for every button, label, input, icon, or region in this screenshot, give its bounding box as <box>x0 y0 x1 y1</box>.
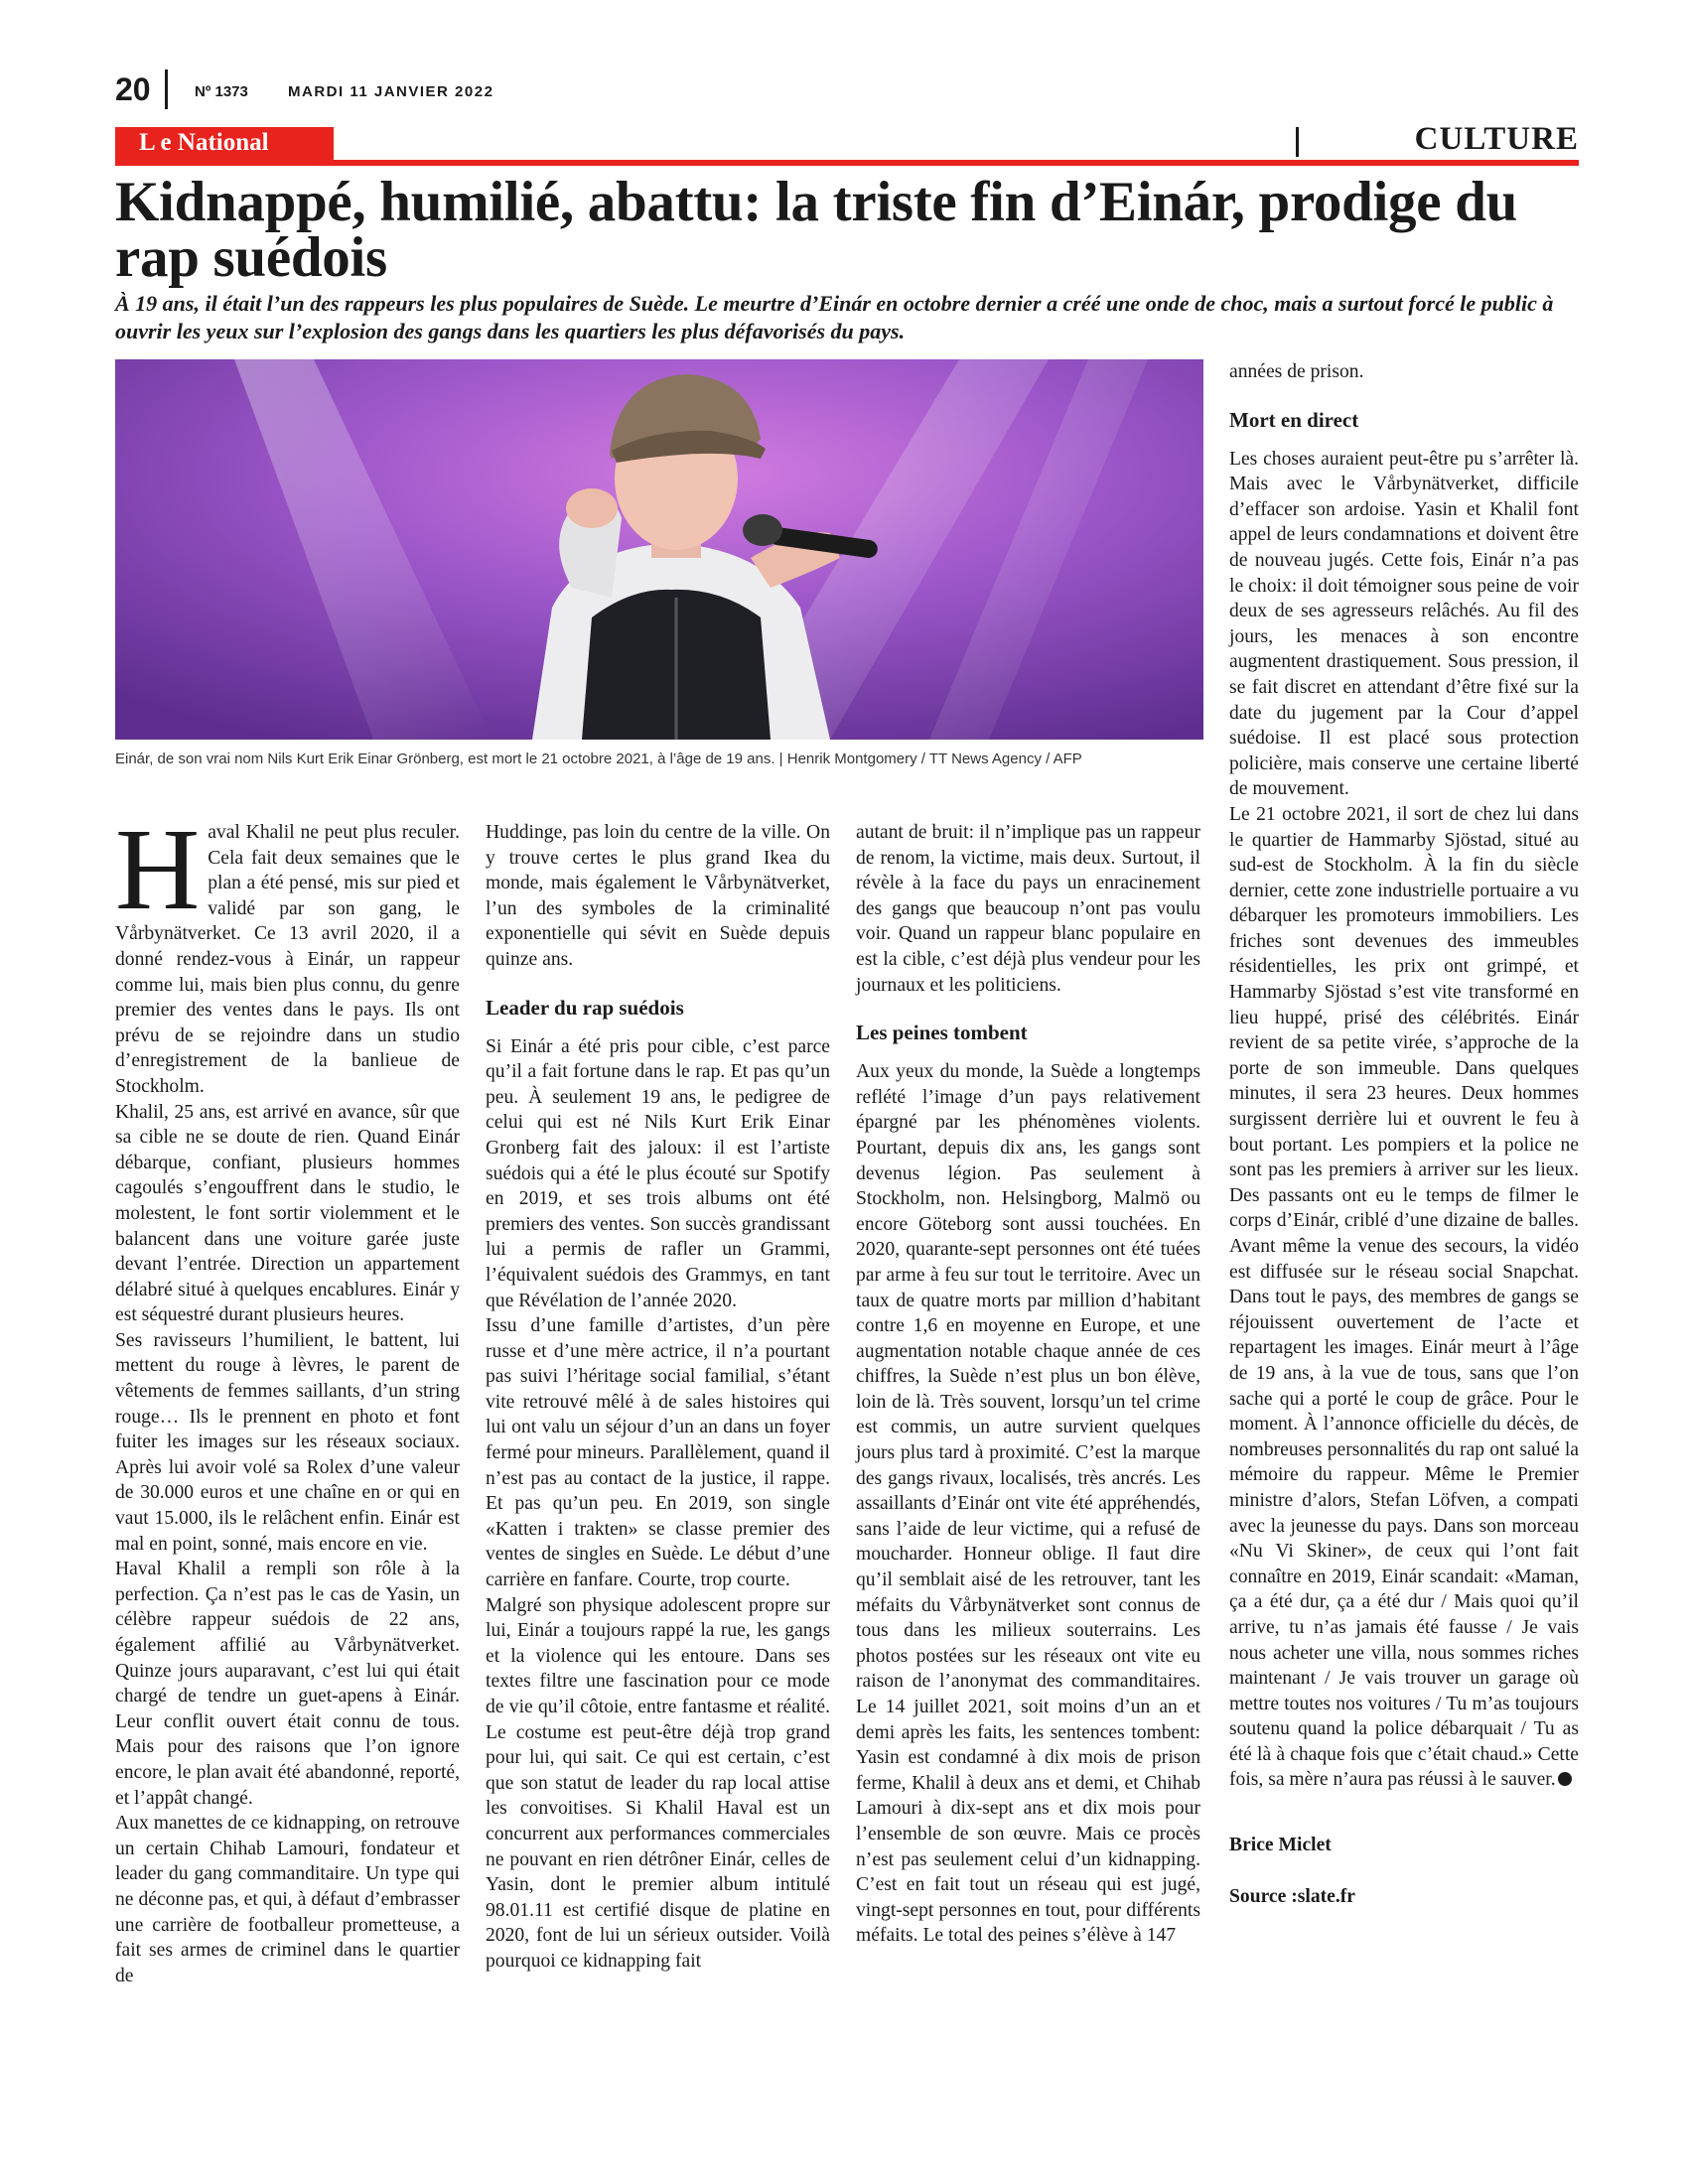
article-paragraph <box>1229 802 1579 1793</box>
article-column-1 <box>115 804 460 1988</box>
section-title: CULTURE <box>1414 121 1579 157</box>
drop-cap: H <box>115 804 201 934</box>
subheading: Les peines tombent <box>856 1021 1028 1045</box>
end-mark-icon <box>1558 1772 1572 1786</box>
article-paragraph: années de prison. <box>1229 361 1364 382</box>
header-rule <box>115 160 1579 166</box>
article-paragraph: Issu d’une famille d’artistes, d’un père russe et d’une mère actrice, il n’a pourtant pas suivi l’héritage social familial, s’étant vite retrouvé mêlé à de sales histoires qui lui ont valu un séjour d’un an dans un foyer fermé pour mineurs. Parallèlement, quand il n’est pas au contact de la justice, il rappe. Et pas qu’un peu. En 2019, son single «Katten i trakten» se classe premier des ventes de singles en Suède. Le début d’une carrière en fanfare. Courte, trop courte. <box>486 1315 830 1591</box>
page-number: 20 <box>115 71 151 107</box>
article-column-3 <box>856 820 1200 1949</box>
article-photo <box>115 359 1203 740</box>
article-paragraph: autant de bruit: il n’implique pas un rappeur de renom, la victime, mais deux. Surtout, il révèle à la face du pays un enracinement des gangs que beaucoup n’ont pas voulu voir. Quand un rappeur blanc populaire en est la cible, c’est déjà plus vendeur pour les journaux et les politiciens. <box>856 822 1200 996</box>
article-paragraph: Les choses auraient peut-être pu s’arrêter là. Mais avec le Vårbynätverket, difficile d’effacer son ardoise. Yasin et Khalil font appel de leurs condamnations et doivent être de nouveau jugés. Cette fois, Einár n’a pas le choix: il doit témoigner sous peine de voir deux de ses agresseurs relâchés. Au fil des jours, les menaces à son encontre augmentent drastiquement. Sous pression, il se fait discret en attendant d’être fixé sur la date du jugement par la Cour d’appel suédoise. Il est placé sous protection policière, mais conserve une certaine liberté de mouvement. <box>1229 448 1579 800</box>
article-paragraph: Khalil, 25 ans, est arrivé en avance, sûr que sa cible ne se doute de rien. Quand Einár débarque, confiant, plusieurs hommes cagoulés s’engouffrent dans le studio, le molestent, le font sortir violemment et le balancent dans une voiture garée juste devant l’entrée. Direction un appartement délabré situé à quelques encablures. Einár y est séquestré durant plusieurs heures. <box>115 1101 460 1326</box>
rapper-photo-illustration <box>115 359 1203 740</box>
subheading: Leader du rap suédois <box>486 995 684 1020</box>
article-paragraph: Aux yeux du monde, la Suède a longtemps reflété l’image d’un pays relativement épargné par les phénomènes violents. Pourtant, depuis dix ans, les gangs sont devenus légion. Pas seulement à Stockholm, non. Helsingborg, Malmö ou encore Göteborg sont aussi touchées. En 2020, quarante-sept personnes ont été tuées par arme à feu sur tout le territoire. Avec un taux de quatre morts par million d’habitant contre 1,6 en moyenne en Europe, et une augmentation notable chaque année de ces chiffres, la Suède n’est plus un bon élève, loin de là. Très souvent, lorsqu’un tel crime est commis, un autre survient quelques jours plus tard à proximité. C’est la marque des gangs rivaux, localisés, très ancrés. Les assaillants d’Einár ont vite été appréhendés, sans l’aide de leur victime, qui a refusé de moucharder. Honneur oblige. Il faut dire qu’il semblait aisé de les retrouver, tant les méfaits du Vårbynätverket sont connus de tous dans les milieux souterrains. Les photos postées sur les réseaux ont vite eu raison de l’anonymat des commanditaires. Le 14 juillet 2021, soit moins d’un an et demi après les faits, les sentences tombent: Yasin est condamné à dix mois de prison ferme, Khalil à deux ans et demi, et Chihab Lamouri à dix-sept ans et dix mois pour l’ensemble de son œuvre. Mais ce procès n’est pas seulement celui d’un kidnapping. C’est en fait tout un réseau qui est jugé, vingt-sept personnes en tout, pour différents méfaits. Le total des peines s’élève à 147 <box>856 1061 1200 1947</box>
section-divider <box>1296 127 1299 157</box>
paragraph-text: aval Khalil ne peut plus reculer. Cela fait deux semaines que le plan a été pensé, mis sur pied et validé par son gang, le Vårbynätverket. Ce 13 avril 2020, il a donné rendez-vous à Einár, un rappeur comme lui, mais bien plus connu, du genre premier des ventes dans le pays. Ils ont prévu de se rejoindre dans un studio d’enregistrement de la banlieue de Stockholm. <box>115 822 460 1097</box>
header-divider <box>165 69 168 109</box>
source-credit: Source :slate.fr <box>1229 1885 1355 1907</box>
article-headline: Kidnappé, humilié, abattu: la triste fin d’Einár, prodige du rap suédois <box>115 171 1518 289</box>
article-paragraph: Aux manettes de ce kidnapping, on retrouve un certain Chihab Lamouri, fondateur et leader du gang commanditaire. Un type qui ne déconne pas, et qui, à défaut d’embrasser une carrière de footballeur prometteuse, a fait ses armes de criminel dans le quartier de <box>115 1813 460 1986</box>
publication-name: L e National <box>139 129 269 156</box>
subheading: Mort en direct <box>1229 407 1359 432</box>
paragraph-text: Le 21 octobre 2021, il sort de chez lui dans le quartier de Hammarby Sjöstad, situé au sud-est de Stockholm. À la fin du siècle dernier, cette zone industrielle portuaire a vu débarquer les promoteurs immobiliers. Les friches sont devenues des immeubles résidentielles, les prix ont grimpé, et Hammarby Sjöstad s’est vite transformé en lieu huppé, prisé des célébrités. Einár revient de sa petite virée, s’approche de la porte de son immeuble. Dans quelques minutes, il sera 23 heures. Deux hommes surgissent derrière lui et ouvrent le feu à bout portant. Les pompiers et la police ne sont pas les premiers à arriver sur les lieux. Des passants ont eu le temps de filmer le corps d’Einár, criblé d’une dizaine de balles. Avant même la venue des secours, la vidéo est diffusée sur le réseau social Snapchat. Dans tout le pays, des membres de gangs se réjouissent ouvertement de l’acte et repartagent les images. Einár meurt à l’âge de 19 ans, à la vue de tous, sans que l’on sache qui a porté le coup de grâce. Pour le moment. À l’annonce officielle du décès, de nombreuses personnalités du rap ont salué la mémoire du rappeur. Même le Premier ministre d’alors, Stefan Löfven, a compati avec la jeunesse du pays. Dans son morceau «Nu Vi Skiner», de ceux qui l’ont fait connaître en 2019, Einár scandait: «Maman, ça a été dur, ça a été dur / Mais quoi qu’il arrive, tu n’as jamais été fausse / Je vais nous acheter une villa, nous sommes riches maintenant / Je vais trouver un garage où mettre toutes nos voitures / Tu m’as toujours soutenu quand la police débarquait / Tu as été là à chaque fois que c’était chaud.» Cette fois, sa mère n’aura pas réussi à le sauver. <box>1229 803 1579 1791</box>
article-paragraph <box>115 804 460 1100</box>
photo-caption: Einár, de son vrai nom Nils Kurt Erik Einar Grönberg, est mort le 21 octobre 2021, à l’âge de 19 ans. | Henrik Montgomery / TT News Agency / AFP <box>115 751 1082 767</box>
issue-date: MARDI 11 JANVIER 2022 <box>288 83 494 100</box>
article-paragraph: Si Einár a été pris pour cible, c’est parce qu’il a fait fortune dans le rap. Et pas qu’un peu. À seulement 19 ans, le pedigree de celui qui est né Nils Kurt Erik Einar Gronberg fait des jaloux: il est l’artiste suédois qui a été le plus écouté sur Spotify en 2019, et ses trois albums ont été premiers des ventes. Son succès grandissant lui a permis de rafler un Grammi, l’équivalent suédois des Grammys, en tant que Révélation de l’année 2020. <box>486 1035 830 1311</box>
article-paragraph: Malgré son physique adolescent propre sur lui, Einár a toujours rappé la rue, les gangs et la violence qui les entoure. Dans ses textes filtre une fascination pour ce mode de vie qu’il côtoie, entre fantasme et réalité. Le costume est peut-être déjà trop grand pour lui, qui sait. Ce qui est certain, c’est que son statut de leader du rap local attise les convoitises. Si Khalil Haval est un concurrent aux performances commerciales ne pouvant en rien détrôner Einár, celles de Yasin, dont le premier album intitulé 98.01.11 est certifié disque de platine en 2020, font de lui un sérieux outsider. Voilà pourquoi ce kidnapping fait <box>486 1594 830 1972</box>
article-paragraph: Haval Khalil a rempli son rôle à la perfection. Ça n’est pas le cas de Yasin, un célèbre rappeur suédois de 22 ans, également affilié au Vårbynätverket. Quinze jours auparavant, c’est lui qui était chargé de tendre un guet-apens à Einár. Leur conflit ouvert était connu de tous. Mais pour des raisons que l’on ignore encore, le plan avait été abandonné, reporté, et l’appât changé. <box>115 1559 460 1809</box>
byline: Brice Miclet <box>1229 1835 1332 1856</box>
issue-number: Nº 1373 <box>195 83 248 100</box>
article-column-2 <box>486 820 830 1975</box>
article-column-4 <box>1229 359 1579 1909</box>
article-standfirst: À 19 ans, il était l’un des rappeurs les plus populaires de Suède. Le meurtre d’Einár en octobre dernier a créé une onde de choc, mais a surtout forcé le public à ouvrir les yeux sur l’explosion des gangs dans les quartiers les plus défavorisés du pays. <box>115 291 1554 343</box>
article-paragraph: Huddinge, pas loin du centre de la ville. On y trouve certes le plus grand Ikea du monde, mais également le Vårbynätverket, l’un des symboles de la criminalité exponentielle qui sévit en Suède depuis quinze ans. <box>486 822 830 970</box>
article-paragraph: Ses ravisseurs l’humilient, le battent, lui mettent du rouge à lèvres, le parent de vêtements de femmes saillants, d’un string rouge… Ils le prennent en photo et font fuiter les images sur les réseaux sociaux. Après lui avoir volé sa Rolex d’une valeur de 30.000 euros et une chaîne en or qui en vaut 15.000, ils le relâchent enfin. Einár est mal en point, sonné, mais encore en vie. <box>115 1329 460 1555</box>
